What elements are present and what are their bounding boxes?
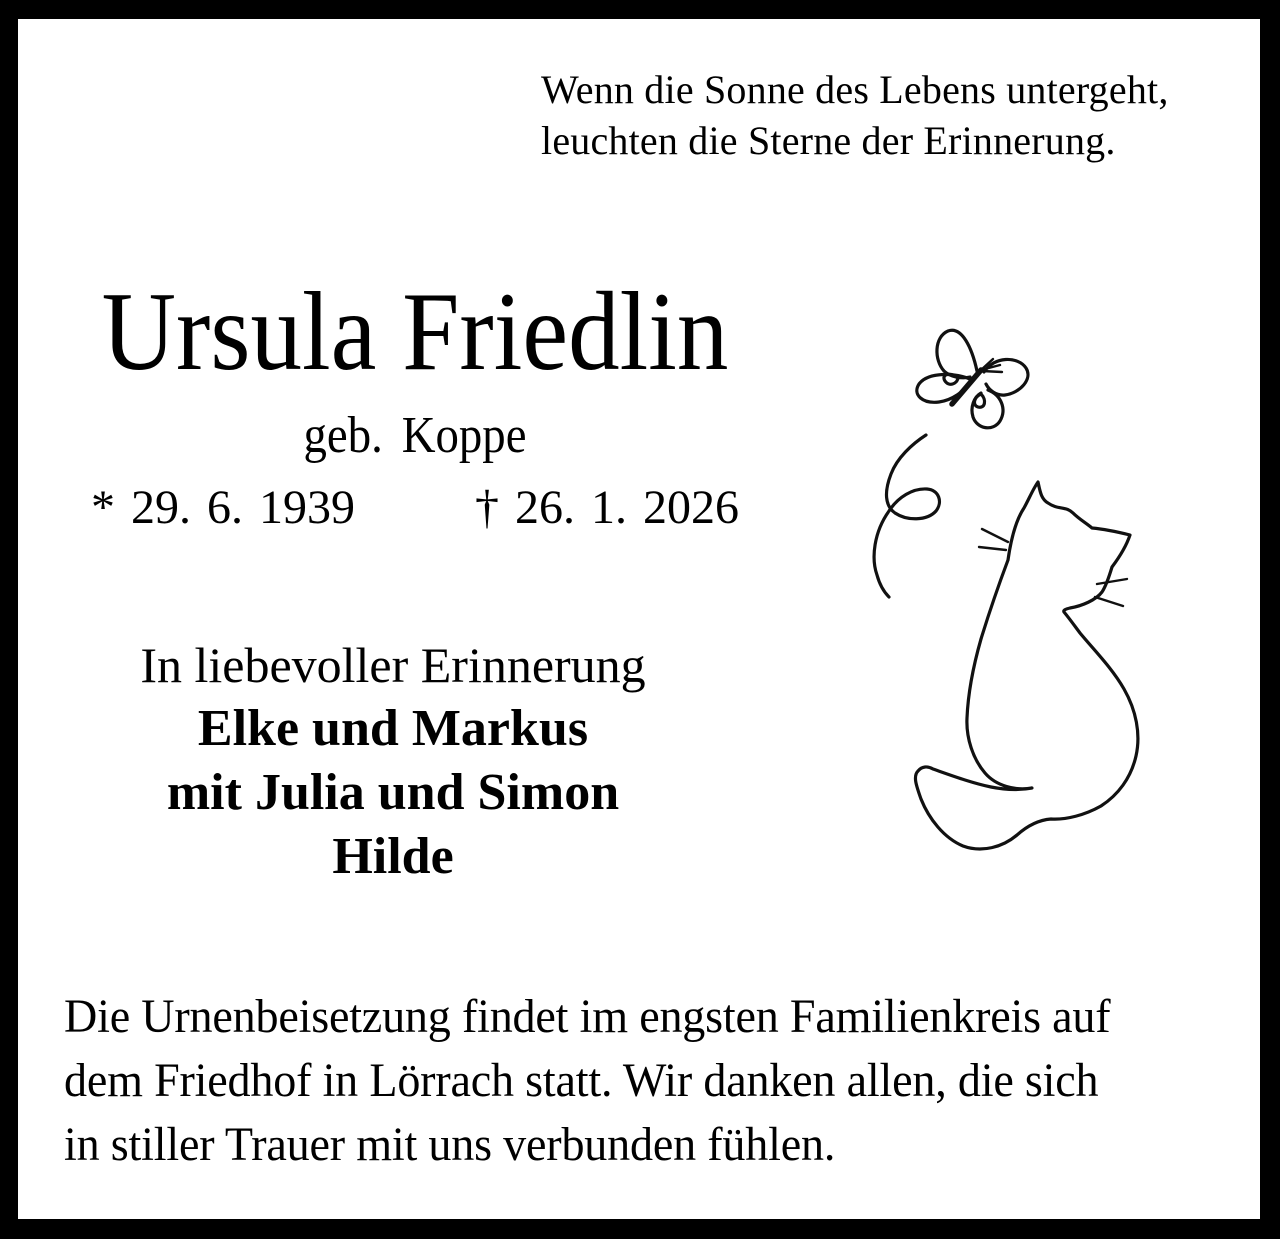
mourner-line-2: mit Julia und Simon bbox=[166, 764, 620, 821]
birth-date: * 29. 6. 1939 bbox=[91, 481, 355, 534]
epigraph-line-2: leuchten die Sterne der Erinnerung. bbox=[541, 118, 1116, 163]
butterfly-icon bbox=[917, 330, 1028, 428]
epigraph bbox=[541, 64, 1169, 166]
cat-icon bbox=[915, 482, 1137, 849]
mourner-line-1: Elke und Markus bbox=[197, 700, 589, 757]
announcement-line-3: in stiller Trauer mit uns verbunden fühlen. bbox=[64, 1118, 836, 1171]
announcement-line-2: dem Friedhof in Lörrach statt. Wir danken allen, die sich bbox=[64, 1054, 1099, 1107]
death-date: † 26. 1. 2026 bbox=[475, 481, 739, 534]
cat-and-butterfly-illustration bbox=[860, 320, 1180, 880]
mourner-line-3: Hilde bbox=[332, 828, 454, 885]
deceased-name: Ursula Friedlin bbox=[101, 270, 729, 394]
epigraph-line-1: Wenn die Sonne des Lebens untergeht, bbox=[541, 67, 1169, 112]
life-dates bbox=[60, 481, 770, 535]
flight-path-swirl bbox=[874, 435, 939, 597]
announcement-paragraph bbox=[64, 985, 1187, 1177]
memorial-intro: In liebevoller Erinnerung bbox=[140, 637, 646, 693]
announcement-line-1: Die Urnenbeisetzung findet im engsten Familienkreis auf bbox=[64, 990, 1111, 1043]
maiden-name: geb. Koppe bbox=[303, 407, 527, 464]
memorial-block bbox=[33, 633, 753, 889]
